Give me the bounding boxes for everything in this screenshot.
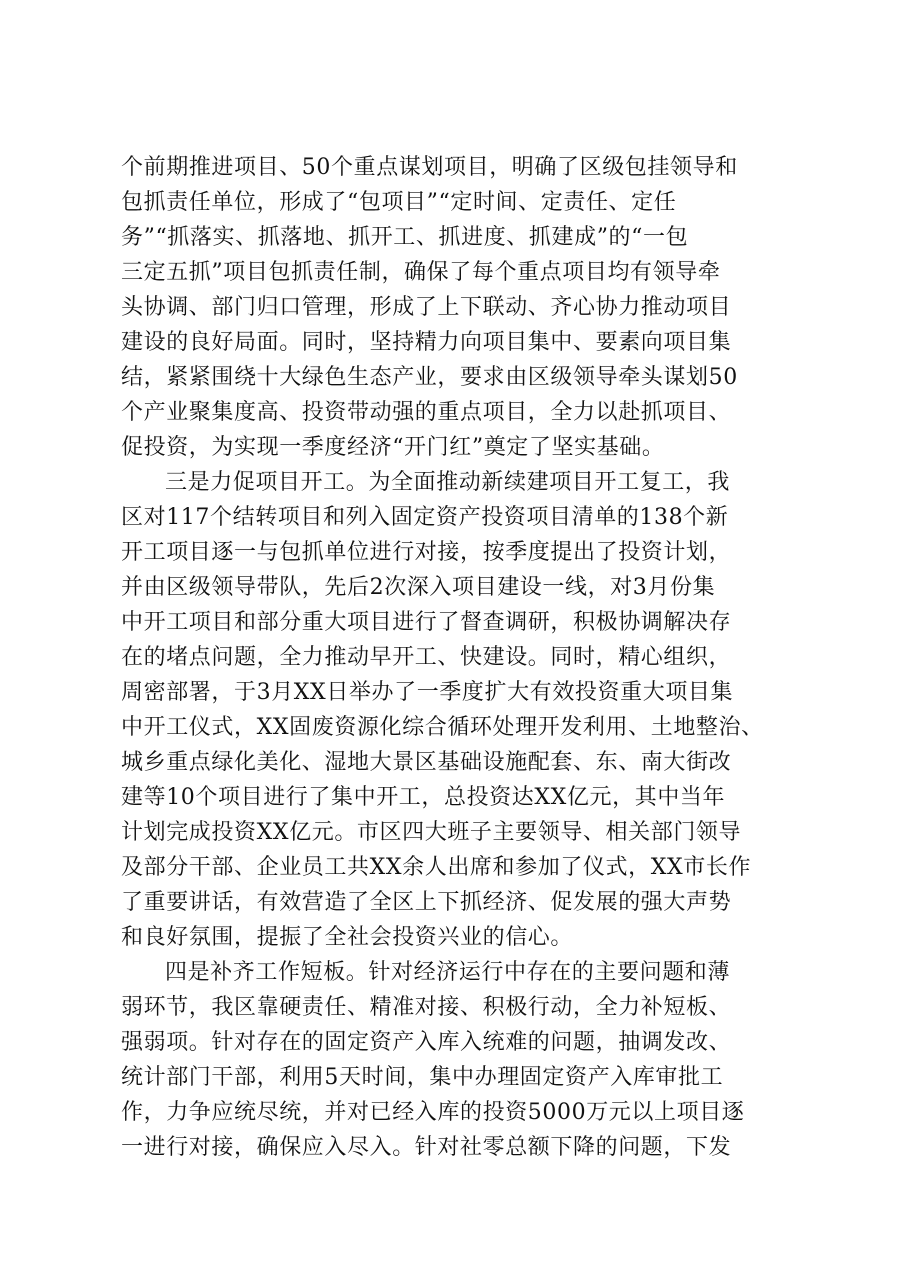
text-line: 城乡重点绿化美化、湿地大景区基础设施配套、东、南大街改: [121, 750, 732, 775]
text-line: 个产业聚集度高、投资带动强的重点项目，全力以赴抓项目、: [121, 400, 732, 425]
text-line: 促投资，为实现一季度经济“开门红”奠定了坚实基础。: [121, 435, 665, 460]
text-line: 作，力争应统尽统，并对已经入库的投资5000万元以上项目逐: [121, 1100, 745, 1125]
text-line: 包抓责任单位，形成了“包项目”“定时间、定责任、定任: [121, 190, 677, 215]
text-line: 了重要讲话，有效营造了全区上下抓经济、促发展的强大声势: [121, 890, 732, 915]
text-line: 中开工项目和部分重大项目进行了督查调研，积极协调解决存: [121, 610, 732, 635]
text-line: 在的堵点问题，全力推动早开工、快建设。同时，精心组织，: [121, 645, 732, 670]
paragraph-start-line: 四是补齐工作短板。针对经济运行中存在的主要问题和薄: [165, 960, 731, 985]
text-line: 统计部门干部，利用5天时间，集中办理固定资产入库审批工: [121, 1065, 724, 1090]
text-line: 强弱项。针对存在的固定资产入库入统难的问题，抽调发改、: [121, 1030, 732, 1055]
text-line: 及部分干部、企业员工共XX余人出席和参加了仪式，XX市长作: [121, 855, 752, 880]
text-line: 和良好氛围，提振了全社会投资兴业的信心。: [121, 925, 574, 950]
text-line: 头协调、部门归口管理，形成了上下联动、齐心协力推动项目: [121, 295, 732, 320]
text-line: 三定五抓”项目包抓责任制，确保了每个重点项目均有领导牵: [121, 260, 721, 285]
text-line: 建等10个项目进行了集中开工，总投资达XX亿元，其中当年: [121, 785, 726, 810]
text-line: 周密部署，于3月XX日举办了一季度扩大有效投资重大项目集: [121, 680, 734, 705]
text-line: 开工项目逐一与包抓单位进行对接，按季度提出了投资计划，: [121, 540, 732, 565]
text-line: 中开工仪式，XX固废资源化综合循环处理开发利用、土地整治、: [121, 715, 764, 740]
text-line: 建设的良好局面。同时，坚持精力向项目集中、要素向项目集: [121, 330, 732, 355]
text-line: 计划完成投资XX亿元。市区四大班子主要领导、相关部门领导: [121, 820, 742, 845]
text-line: 一进行对接，确保应入尽入。针对社零总额下降的问题，下发: [121, 1135, 732, 1160]
text-line: 结，紧紧围绕十大绿色生态产业，要求由区级领导牵头谋划50: [121, 365, 738, 390]
text-line: 弱环节，我区靠硬责任、精准对接、积极行动，全力补短板、: [121, 995, 732, 1020]
text-line: 区对117个结转项目和列入固定资产投资项目清单的138个新: [121, 505, 729, 530]
text-line: 务”“抓落实、抓落地、抓开工、抓进度、抓建成”的“一包: [121, 225, 689, 250]
text-line: 并由区级领导带队，先后2次深入项目建设一线，对3月份集: [121, 575, 716, 600]
body-text: [121, 150, 811, 1165]
paragraph-start-line: 三是力促项目开工。为全面推动新续建项目开工复工，我: [165, 470, 731, 495]
text-line: 个前期推进项目、50个重点谋划项目，明确了区级包挂领导和: [121, 155, 738, 180]
